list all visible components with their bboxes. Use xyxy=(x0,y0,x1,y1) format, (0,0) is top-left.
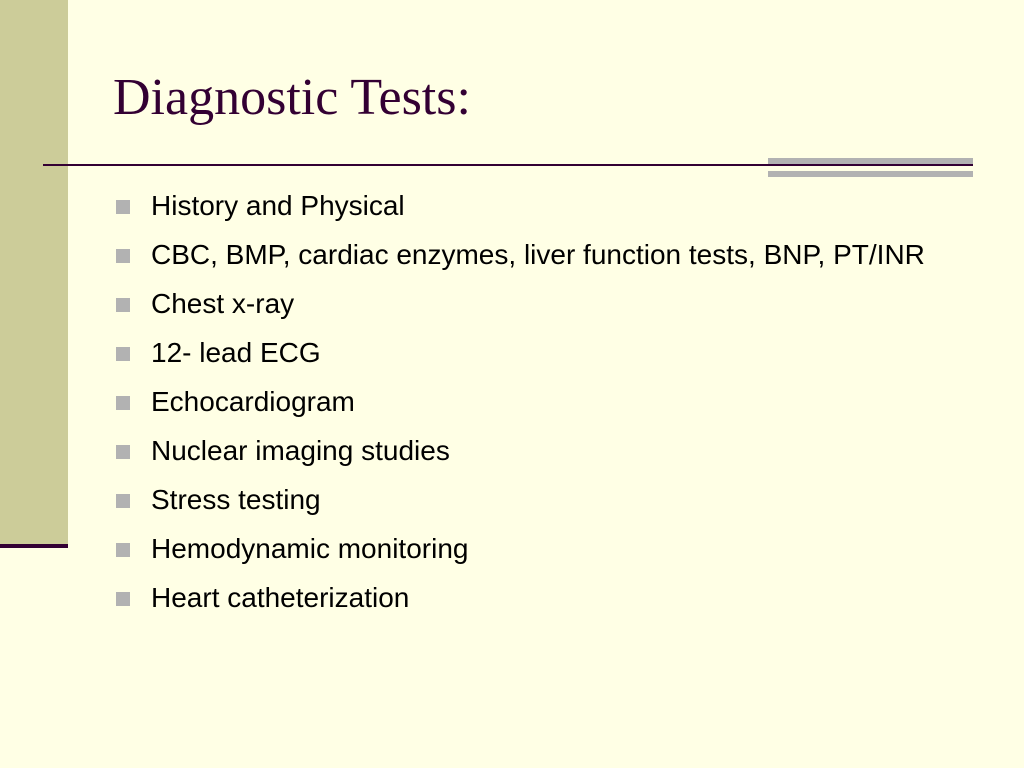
square-bullet-icon xyxy=(116,200,130,214)
bullet-text: Heart catheterization xyxy=(151,582,410,613)
bullet-text: CBC, BMP, cardiac enzymes, liver function tests, BNP, PT/INR xyxy=(151,239,925,270)
bullet-item-heart-catheterization xyxy=(114,578,934,618)
slide-title: Diagnostic Tests: xyxy=(113,69,471,126)
bullet-item-hemodynamic-monitoring xyxy=(114,529,934,569)
square-bullet-icon xyxy=(116,298,130,312)
bullet-item-ecg xyxy=(114,333,934,373)
title-divider-rule xyxy=(43,164,773,166)
square-bullet-icon xyxy=(116,592,130,606)
bullet-text: 12- lead ECG xyxy=(151,337,321,368)
bullet-text: Echocardiogram xyxy=(151,386,355,417)
bullet-text: Stress testing xyxy=(151,484,321,515)
bullet-item-lab-tests xyxy=(114,235,934,275)
left-decor-band xyxy=(0,0,68,545)
square-bullet-icon xyxy=(116,396,130,410)
divider-accent-dark-line xyxy=(768,164,973,166)
bullet-item-nuclear-imaging xyxy=(114,431,934,471)
divider-accent-stripe-bottom xyxy=(768,171,973,177)
bullet-text: Chest x-ray xyxy=(151,288,295,319)
square-bullet-icon xyxy=(116,249,130,263)
bullet-list xyxy=(114,186,934,627)
square-bullet-icon xyxy=(116,543,130,557)
bullet-text: Hemodynamic monitoring xyxy=(151,533,469,564)
square-bullet-icon xyxy=(116,445,130,459)
square-bullet-icon xyxy=(116,347,130,361)
square-bullet-icon xyxy=(116,494,130,508)
title-divider-accent xyxy=(768,158,973,178)
bullet-text: History and Physical xyxy=(151,190,405,221)
bullet-item-echocardiogram xyxy=(114,382,934,422)
left-decor-accent-line xyxy=(0,544,68,548)
bullet-item-stress-testing xyxy=(114,480,934,520)
bullet-item-history-physical xyxy=(114,186,934,226)
bullet-text: Nuclear imaging studies xyxy=(151,435,450,466)
bullet-item-chest-xray xyxy=(114,284,934,324)
